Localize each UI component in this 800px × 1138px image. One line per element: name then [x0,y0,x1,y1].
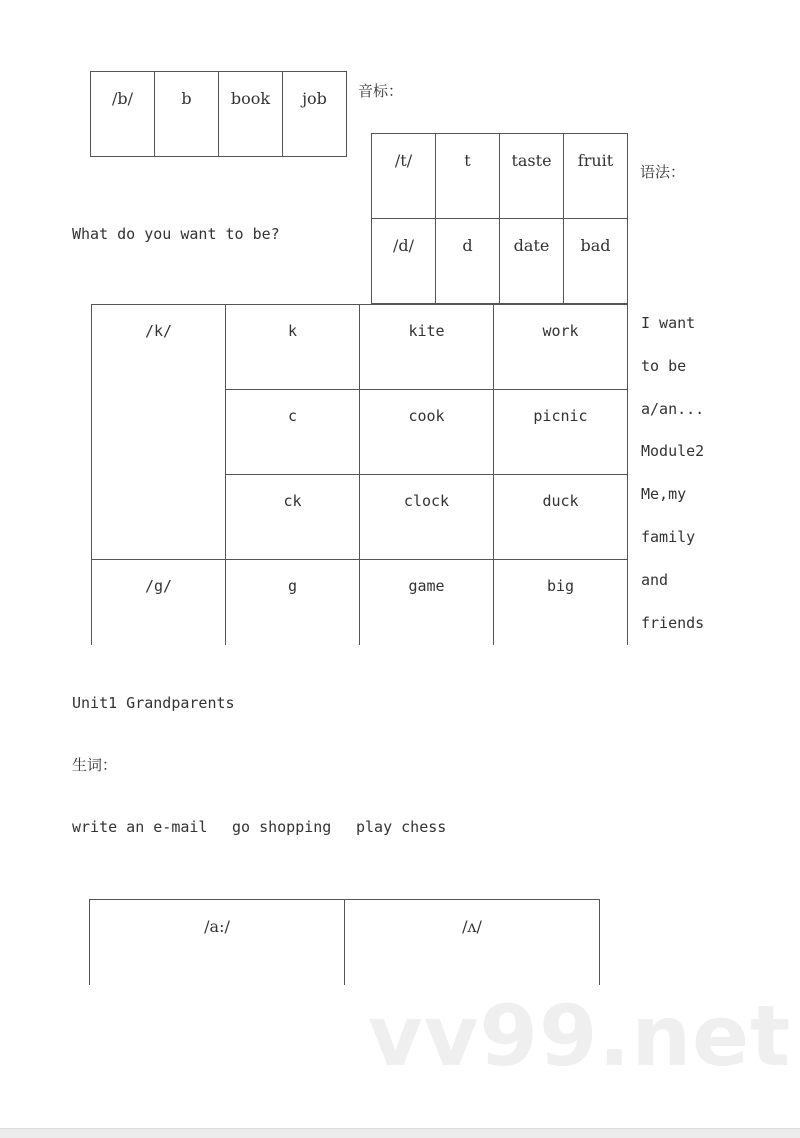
table-cell: g [226,560,360,645]
table-cell: b [155,72,219,157]
phonics-table-t-d [371,133,628,304]
table-cell: cook [360,390,494,475]
side-text-block [641,302,704,644]
unit-title: Unit1 Grandparents [72,694,235,712]
table-cell: k [226,305,360,390]
table-cell: /b/ [91,72,155,157]
label-vocabulary: 生词： [72,756,118,774]
table-cell: t [436,134,500,219]
side-text-line: to be [641,356,687,375]
table-cell: work [494,305,628,390]
table-cell: /t/ [372,134,436,219]
phrase-item: go shopping [232,818,332,836]
phonics-table-k-g [91,304,628,645]
table-cell: picnic [494,390,628,475]
table-cell: game [360,560,494,645]
side-text-line: family [641,527,696,546]
table-cell: taste [500,134,564,219]
side-text-line: Module2 [641,442,705,461]
table-cell: clock [360,475,494,560]
table-cell: fruit [564,134,628,219]
watermark: vv99.net [368,987,792,1085]
table-cell: date [500,219,564,304]
table-cell: c [226,390,360,475]
table-cell: /k/ [92,305,226,560]
table-row [91,72,347,157]
table-cell: kite [360,305,494,390]
table-cell: big [494,560,628,645]
side-text-line: and [641,570,669,589]
table-cell: book [219,72,283,157]
label-phonetic: 音标： [358,82,404,100]
table-cell: /ʌ/ [345,900,600,985]
question-text: What do you want to be? [72,225,280,243]
table-row [372,134,628,219]
table-cell: /a:/ [90,900,345,985]
side-text-line: Me,my [641,485,687,504]
phrase-item: write an e-mail [72,818,208,836]
phonics-table-b [90,71,347,157]
table-cell: /g/ [92,560,226,645]
table-cell: job [283,72,347,157]
phrase-item: play chess [356,818,447,836]
table-cell: bad [564,219,628,304]
table-row [92,560,628,645]
side-text-line: I want [641,314,696,332]
table-cell: ck [226,475,360,560]
side-text-line: a/an... [641,399,705,418]
table-cell: duck [494,475,628,560]
side-text-line: friends [641,613,705,632]
table-cell: d [436,219,500,304]
table-row [92,305,628,390]
table-row [372,219,628,304]
vowel-table [89,899,600,985]
label-grammar: 语法： [640,163,686,181]
table-row [90,900,600,985]
table-cell: /d/ [372,219,436,304]
